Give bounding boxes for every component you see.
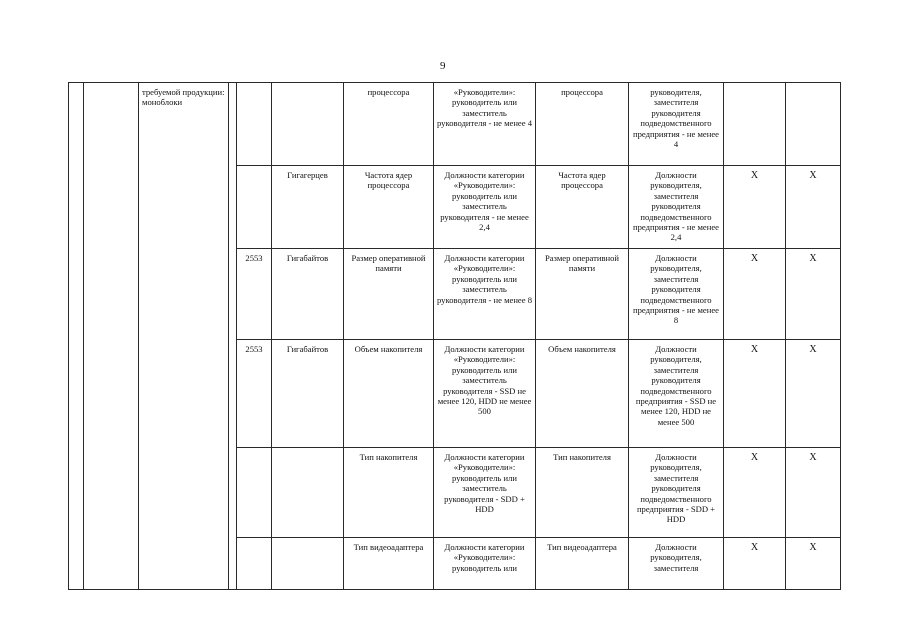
characteristic-name-cell: Тип видеоадаптера <box>536 538 629 590</box>
mark-cell <box>786 83 841 166</box>
characteristic-name-cell: Размер оперативной памяти <box>344 249 434 340</box>
code-cell <box>237 166 272 249</box>
mark-cell: X <box>724 249 786 340</box>
characteristic-name-cell: Тип накопителя <box>344 448 434 538</box>
empty-cell <box>229 83 237 590</box>
requirement-value-cell: Должности руководителя, заместителя руководителя подведомственного предприятия - SDD + HDD <box>629 448 724 538</box>
unit-cell: Гигагерцев <box>272 166 344 249</box>
mark-cell: X <box>724 538 786 590</box>
characteristic-name-cell: Тип видеоадаптера <box>344 538 434 590</box>
mark-cell: X <box>786 340 841 448</box>
requirement-value-cell: Должности руководителя, заместителя <box>629 538 724 590</box>
code-cell <box>237 448 272 538</box>
code-cell: 2553 <box>237 249 272 340</box>
requirement-value-cell: «Руководители»: руководитель или заместитель руководителя - не менее 4 <box>434 83 536 166</box>
characteristic-name-cell: Тип накопителя <box>536 448 629 538</box>
characteristic-name-cell: процессора <box>344 83 434 166</box>
requirement-value-cell: Должности категории «Руководители»: руководитель или заместитель руководителя - не менее 8 <box>434 249 536 340</box>
mark-cell: X <box>786 249 841 340</box>
characteristic-name-cell: Частота ядер процессора <box>536 166 629 249</box>
characteristic-name-cell: Объем накопителя <box>536 340 629 448</box>
code-cell <box>237 538 272 590</box>
requirement-value-cell: Должности руководителя, заместителя руководителя подведомственного предприятия - не менее 2,4 <box>629 166 724 249</box>
mark-cell <box>724 83 786 166</box>
mark-cell: X <box>786 448 841 538</box>
page-number: 9 <box>440 60 446 72</box>
mark-cell: X <box>724 166 786 249</box>
requirement-value-cell: Должности категории «Руководители»: руководитель или заместитель руководителя - SDD + HDD <box>434 448 536 538</box>
mark-cell: X <box>786 538 841 590</box>
unit-cell <box>272 448 344 538</box>
requirement-value-cell: Должности категории «Руководители»: руководитель или заместитель руководителя - не менее 2,4 <box>434 166 536 249</box>
product-name-cell: требуемой продукции: моноблоки <box>139 83 229 590</box>
unit-cell: Гигабайтов <box>272 340 344 448</box>
mark-cell: X <box>724 340 786 448</box>
requirement-value-cell: Должности категории «Руководители»: руководитель или заместитель руководителя - SSD не менее 120, HDD не менее 500 <box>434 340 536 448</box>
requirement-value-cell: руководителя, заместителя руководителя подведомственного предприятия - не менее 4 <box>629 83 724 166</box>
unit-cell <box>272 83 344 166</box>
unit-cell <box>272 538 344 590</box>
characteristic-name-cell: процессора <box>536 83 629 166</box>
code-cell: 2553 <box>237 340 272 448</box>
requirement-value-cell: Должности категории «Руководители»: руководитель или <box>434 538 536 590</box>
unit-cell: Гигабайтов <box>272 249 344 340</box>
table-row <box>69 83 841 166</box>
requirement-value-cell: Должности руководителя, заместителя руководителя подведомственного предприятия - не менее 8 <box>629 249 724 340</box>
empty-cell <box>69 83 84 590</box>
mark-cell: X <box>724 448 786 538</box>
characteristic-name-cell: Объем накопителя <box>344 340 434 448</box>
code-cell <box>237 83 272 166</box>
requirement-value-cell: Должности руководителя, заместителя руководителя подведомственного предприятия - SSD не менее 120, HDD не менее 500 <box>629 340 724 448</box>
characteristic-name-cell: Частота ядер процессора <box>344 166 434 249</box>
characteristic-name-cell: Размер оперативной памяти <box>536 249 629 340</box>
requirements-table <box>68 82 841 590</box>
mark-cell: X <box>786 166 841 249</box>
empty-cell <box>84 83 139 590</box>
